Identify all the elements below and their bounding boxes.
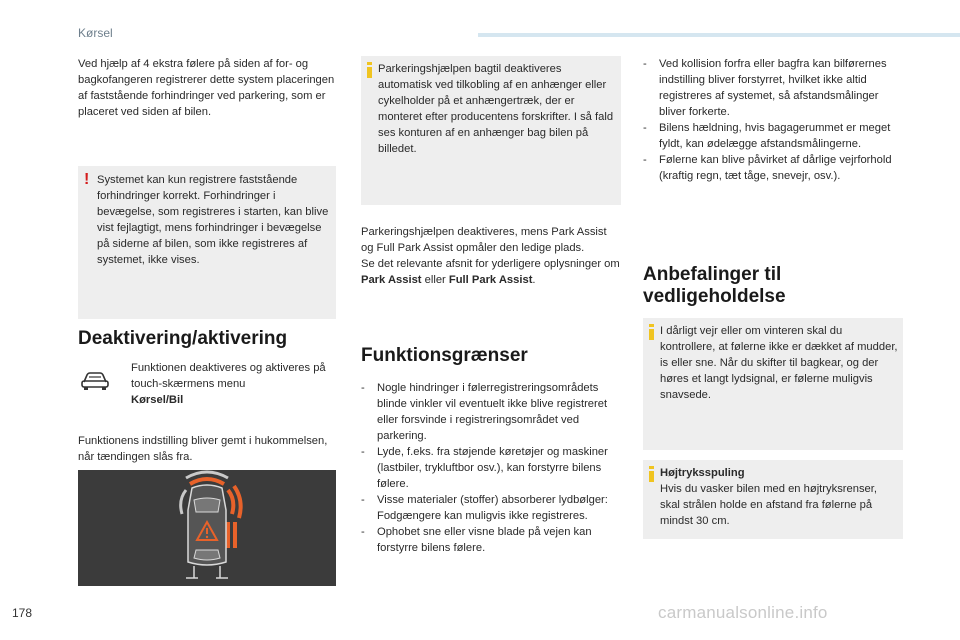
deactivation-text: Parkeringshjælpen deaktiveres, mens Park Assist og Full Park Assist opmåler den ledige plads. <box>361 226 607 254</box>
list-item: - Følerne kan blive påvirket af dårlige vejrforhold (kraftig regn, tæt tåge, snevejr, osv.). <box>643 152 905 184</box>
info-box-pressure-wash <box>643 460 903 539</box>
info-text-pressure-wash <box>660 465 898 529</box>
section-title: Kørsel <box>78 26 113 40</box>
info-box-weather <box>643 318 903 450</box>
memory-paragraph: Funktionens indstilling bliver gemt i hukommelsen, når tændingen slås fra. <box>78 435 328 463</box>
heading-limits: Funktionsgrænser <box>361 345 528 366</box>
header-bar <box>478 33 960 37</box>
pressure-wash-title: Højtryksspuling <box>660 467 745 479</box>
info-text-trailer: Parkeringshjælpen bagtil deaktiveres automatisk ved tilkobling af en anhænger eller cykelholder på et anhængertræk, der er monteret efter producentens forskrifter. I så fald ses konturen af en anhænger bag bilen på billedet. <box>378 63 614 155</box>
page-number: 178 <box>12 606 33 620</box>
warning-text: Systemet kan kun registrere faststående forhindringer korrekt. Forhindringer i bevægelse, som registreres i starten, kan blive vist fejlagtigt, mens forhindringer i bevægelse på siderne af bilen, som ikke registreres af systemet, ikke vises. <box>97 174 329 266</box>
intro-paragraph: Ved hjælp af 4 ekstra følere på siden af for- og bagkofangeren registrerer dette system placeringen af faststående forhindringer ved parkering, som er placeret ved siden af bilen. <box>78 58 335 118</box>
limits-list <box>361 380 621 556</box>
park-assist-link: Park Assist <box>361 274 422 286</box>
see-end: . <box>532 274 536 286</box>
function-paragraph <box>131 360 336 408</box>
list-item: - Visse materialer (stoffer) absorberer lydbølger: Fodgængere kan muligvis ikke registreres. <box>361 492 621 524</box>
car-icon <box>80 367 110 393</box>
warning-box <box>78 166 336 319</box>
full-park-assist-link: Full Park Assist <box>448 274 533 286</box>
see-mid: eller <box>424 274 446 286</box>
warning-icon: ! <box>84 171 90 188</box>
limits-list-continued <box>643 56 905 184</box>
list-item: - Nogle hindringer i følerregistreringsområdets blinde vinkler vil eventuelt ikke blive registreret eller forsvinde i registreringsområdet ved parkering. <box>361 380 621 444</box>
info-icon <box>649 324 654 338</box>
menu-path: Kørsel/Bil <box>131 394 184 406</box>
deactivation-paragraph <box>361 224 621 288</box>
function-text: Funktionen deaktiveres og aktiveres på touch-skærmens menu <box>131 362 326 390</box>
info-icon <box>367 62 372 76</box>
pressure-wash-text: Hvis du vasker bilen med en højtryksrenser, skal strålen holde en afstand fra følerne på mindst 30 cm. <box>660 483 877 527</box>
heading-deactivation: Deaktivering/aktivering <box>78 328 288 349</box>
list-item: - Lyde, f.eks. fra støjende køretøjer og maskiner (lastbiler, trykluftbor osv.), kan forstyrre bilens følere. <box>361 444 621 492</box>
heading-maintenance: Anbefalinger til vedligeholdelse <box>643 264 786 307</box>
info-box-trailer <box>361 56 621 205</box>
list-item: - Ophobet sne eller visne blade på vejen kan forstyrre bilens følere. <box>361 524 621 556</box>
see-prefix: Se det relevante afsnit for yderligere oplysninger om <box>361 258 620 270</box>
parking-sensor-illustration <box>78 470 336 586</box>
list-item: - Ved kollision forfra eller bagfra kan bilførernes indstilling bliver forstyrret, hvilket ikke altid registreres af systemet, så afstandsmålinger bliver forkerte. <box>643 56 905 120</box>
info-icon <box>649 466 654 480</box>
info-text-weather: I dårligt vejr eller om vinteren skal du kontrollere, at følerne ikke er dækket af mudder, is eller sne. Når du skifter til bagkear, og der høres et langt lydsignal, er følerne muligvis snavsede. <box>660 325 898 401</box>
list-item: - Bilens hældning, hvis bagagerummet er meget fyldt, kan ødelægge afstandsmålingerne. <box>643 120 905 152</box>
watermark: carmanualsonline.info <box>658 603 828 622</box>
car-sensor-diagram <box>78 470 336 586</box>
